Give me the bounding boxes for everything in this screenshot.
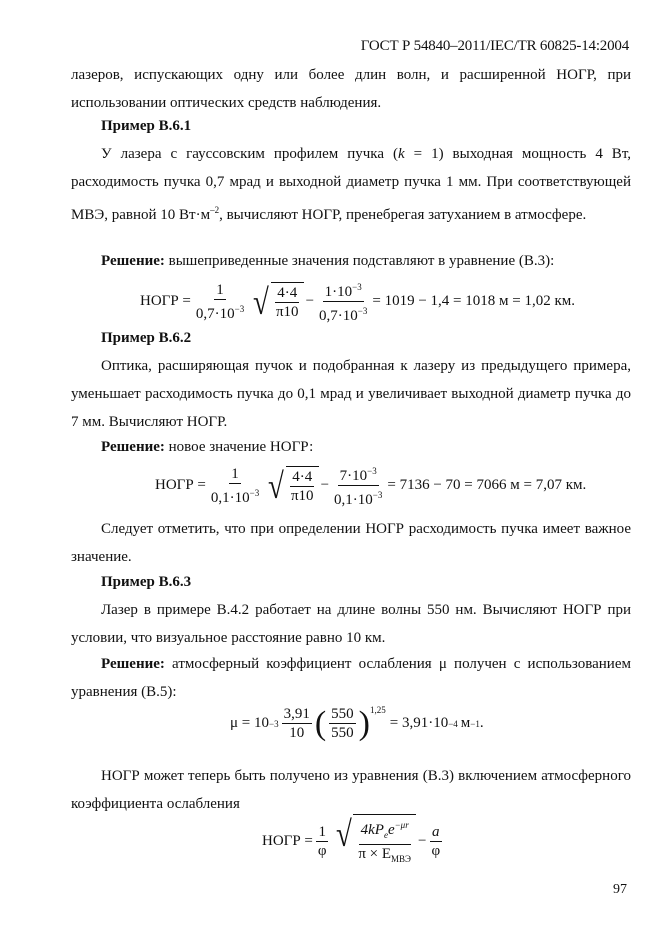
- example-b62-title: Пример В.6.2: [101, 330, 192, 346]
- example-b61-title: Пример В.6.1: [101, 118, 192, 134]
- sqrt-sign: √ $\frac{4kP_ee^{-\mu r}}{\pi \times E_{МВЭ}}$: [334, 814, 416, 868]
- page-number: 97: [613, 882, 627, 897]
- example-b63-text: Лазер в примере В.4.2 работает на длине волны 550 нм. Вычисляют НОГР при условии, что визуальное расстояние равно 10 км.: [71, 602, 631, 646]
- sqrt-sign: √ $\frac{4\cdot 4}{\pi 10}$: [251, 282, 303, 322]
- sqrt-sign: √ $\frac{4\cdot 4}{\pi 10}$: [266, 466, 318, 506]
- formula-b61: НОГР = $\frac{1}{0,7\cdot 10^{-3}}$ √ $\frac{4\cdot 4}{\pi 10}$ − $\frac{1\cdot 10^{-3}}{0,7\cdot 10^{-3}}$ = 1019 − 1,4 = 1018 м = 1,02 км.: [140, 278, 575, 325]
- document-header: ГОСТ Р 54840–2011/IEC/TR 60825-14:2004: [360, 38, 629, 54]
- example-b63-solution: Решение: атмосферный коэффициент ослабления μ получен с использованием уравнения (В.5):: [71, 656, 631, 700]
- formula-b62: НОГР = $\frac{1}{0,1\cdot 10^{-3}}$ √ $\frac{4\cdot 4}{\pi 10}$ − $\frac{7\cdot 10^{-3}}{0,1\cdot 10^{-3}}$ = 7136 − 70 = 7066 м = 7,07 км.: [155, 462, 586, 509]
- example-b63-title: Пример В.6.3: [101, 574, 192, 590]
- formula-final: НОГР = $\frac{1}{\varphi}$ √ $\frac{4kP_ee^{-\mu r}}{\pi \times E_{МВЭ}}$ − $\frac{a}{\varphi}$: [262, 814, 445, 868]
- note-paragraph: Следует отметить, что при определении НОГР расходимость пучка имеет важное значение.: [71, 521, 631, 565]
- intro-paragraph: лазеров, испускающих одну или более длин волн, и расширенной НОГР, при использовании оптических средств наблюдения.: [71, 67, 631, 111]
- example-b61-text: У лазера с гауссовским профилем пучка (k = 1) выходная мощность 4 Вт, расходимость пучка 0,7 мрад и выходной диаметр пучка 1 мм. При соответствующей МВЭ, равной 10 $Вт\cdot м^{-2}$, вычисляют НОГР, пренебрегая затуханием в атмосфере.: [71, 146, 631, 223]
- example-b62-solution: Решение: новое значение НОГР:: [101, 439, 314, 455]
- example-b61-solution: Решение: вышеприведенные значения подставляют в уравнение (В.3):: [101, 253, 555, 269]
- final-paragraph: НОГР может теперь быть получено из уравнения (В.3) включением атмосферного коэффициента ослабления: [71, 768, 631, 812]
- example-b62-text: Оптика, расширяющая пучок и подобранная к лазеру из предыдущего примера, уменьшает расходимость пучка до 0,1 мрад и увеличивает выходной диаметр пучка до 7 мм. Вычисляют НОГР.: [71, 358, 631, 430]
- formula-b63: μ = 10 −3 $\frac{3,91}{10}$ ( $\frac{550}{550}$ ) $^{1,25}$ = 3,91·10 −4 м −1 .: [230, 704, 484, 742]
